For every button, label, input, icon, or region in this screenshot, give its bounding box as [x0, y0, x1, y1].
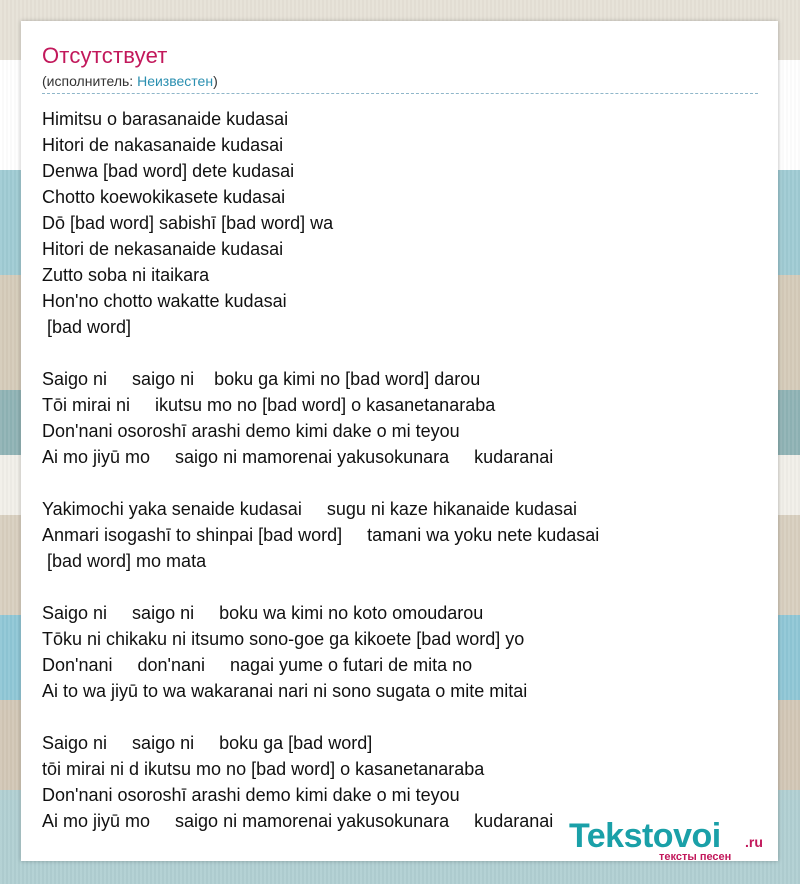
lyric-line: Don'nani don'nani nagai yume o futari de mita no [42, 655, 473, 675]
lyric-line: Saigo ni saigo ni boku wa kimi no koto omoudarou [42, 603, 484, 623]
artist-suffix: ) [213, 73, 218, 89]
logo-tagline: тексты песен [659, 851, 732, 863]
artist-prefix: (исполнитель: [42, 73, 138, 89]
lyric-line: Saigo ni saigo ni boku ga kimi no [bad word] darou [42, 369, 481, 389]
lyric-line [42, 340, 762, 366]
lyric-line: Saigo ni saigo ni boku ga [bad word] [42, 733, 373, 753]
lyric-line [42, 574, 762, 600]
lyric-line: [bad word] mo mata [42, 551, 207, 571]
site-logo[interactable] [569, 816, 779, 866]
lyric-line: Yakimochi yaka senaide kudasai sugu ni kaze hikanaide kudasai [42, 499, 577, 519]
lyric-line: Tōi mirai ni ikutsu mo no [bad word] o kasanetanaraba [42, 395, 496, 415]
artist-line [42, 73, 218, 89]
lyric-line: Anmari isogashī to shinpai [bad word] tamani wa yoku nete kudasai [42, 525, 600, 545]
lyric-line: Ai to wa jiyū to wa wakaranai nari ni sono sugata o mite mitai [42, 681, 528, 701]
lyric-line: Dō [bad word] sabishī [bad word] wa [42, 213, 334, 233]
lyric-line: Denwa [bad word] dete kudasai [42, 161, 295, 181]
lyric-line: Ai mo jiyū mo saigo ni mamorenai yakusokunara kudaranai [42, 447, 554, 467]
lyrics-card [21, 21, 778, 861]
logo-tld: .ru [745, 834, 763, 850]
lyric-line: tōi mirai ni d ikutsu mo no [bad word] o kasanetanaraba [42, 759, 485, 779]
lyric-line: [bad word] [42, 317, 132, 337]
artist-link[interactable]: Неизвестен [137, 73, 214, 89]
logo-brand: Tekstovoi [569, 817, 721, 855]
lyrics-text [42, 106, 762, 834]
lyric-line: Don'nani osoroshī arashi demo kimi dake o mi teyou [42, 421, 460, 441]
lyric-line: Ai mo jiyū mo saigo ni mamorenai yakusokunara kudaranai [42, 811, 554, 831]
song-title: Отсутствует [42, 43, 168, 68]
lyric-line: Hitori de nekasanaide kudasai [42, 239, 284, 259]
lyric-line: Hitori de nakasanaide kudasai [42, 135, 284, 155]
lyric-line: Hon'no chotto wakatte kudasai [42, 291, 287, 311]
lyric-line [42, 470, 762, 496]
lyric-line: Himitsu o barasanaide kudasai [42, 109, 289, 129]
lyric-line [42, 704, 762, 730]
lyric-line: Chotto koewokikasete kudasai [42, 187, 286, 207]
lyric-line: Zutto soba ni itaikara [42, 265, 210, 285]
lyric-line: Don'nani osoroshī arashi demo kimi dake o mi teyou [42, 785, 460, 805]
lyric-line: Tōku ni chikaku ni itsumo sono-goe ga kikoete [bad word] yo [42, 629, 525, 649]
dashed-divider [42, 93, 758, 94]
